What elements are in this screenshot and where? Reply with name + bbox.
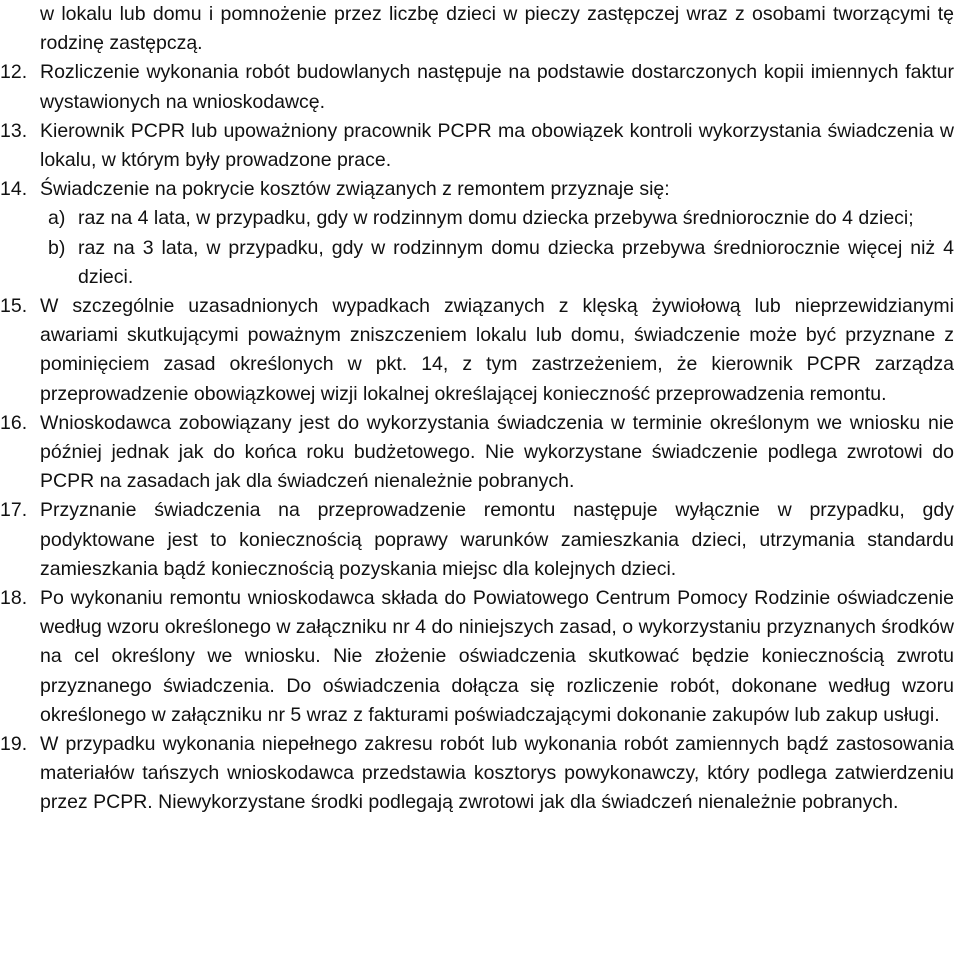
list-item	[0, 292, 954, 409]
item-number: 12.	[0, 61, 28, 84]
item-text: Rozliczenie wykonania robót budowlanych następuje na podstawie dostarczonych kopii imiennych faktur wystawionych na wnioskodawcę.	[40, 61, 954, 113]
item-text: Przyznanie świadczenia na przeprowadzenie remontu następuje wyłącznie w przypadku, gdy podyktowane jest to koniecznością poprawy warunków zamieszkania dzieci, utrzymania standardu zamieszkania bądź koniecznością pozyskania miejsc dla kolejnych dzieci.	[40, 499, 954, 580]
continuation-paragraph: w lokalu lub domu i pomnożenie przez liczbę dzieci w pieczy zastępczej wraz z osobami tworzącymi tę rodzinę zastępczą.	[40, 3, 954, 55]
sub-item-label: b)	[48, 236, 66, 259]
item-number: 18.	[0, 587, 28, 610]
item-number: 17.	[0, 499, 28, 522]
item-body	[40, 175, 954, 204]
item-text: Świadczenie na pokrycie kosztów związanych z remontem przyznaje się:	[40, 178, 670, 201]
item-text: Wnioskodawca zobowiązany jest do wykorzystania świadczenia w terminie określonym we wniosku nie później jednak jak do końca roku budżetowego. Nie wykorzystane świadczenie podlega zwrotowi do PCPR na zasadach jak dla świadczeń nienależnie pobranych.	[40, 411, 954, 493]
sub-item-text: raz na 3 lata, w przypadku, gdy w rodzinnym domu dziecka przebywa średniorocznie więcej niż 4 dzieci.	[78, 236, 954, 288]
sub-item-label: a)	[48, 207, 66, 230]
item-text: W szczególnie uzasadnionych wypadkach związanych z klęską żywiołową lub nieprzewidzianymi awariami skutkującymi poważnym zniszczeniem lokalu lub domu, świadczenie może być przyznane z pominięciem zasad określonych w pkt. 14, z tym zastrzeżeniem, że kierownik PCPR zarządza przeprowadzenie obowiązkowej wizji lokalnej określającej konieczność przeprowadzenia remontu.	[40, 295, 954, 405]
item-text: W przypadku wykonania niepełnego zakresu robót lub wykonania robót zamiennych bądź zastosowania materiałów tańszych wnioskodawca przedstawia kosztorys powykonawczy, który podlega zatwierdzeniu przez PCPR. Niewykorzystane środki podlegają zwrotowi jak dla świadczeń nienależnie pobranych.	[40, 733, 954, 814]
item-number: 19.	[0, 733, 28, 756]
sub-item	[48, 204, 954, 233]
sub-item-text: raz na 4 lata, w przypadku, gdy w rodzinnym domu dziecka przebywa średniorocznie do 4 dzieci;	[78, 207, 914, 230]
list-item	[0, 496, 954, 584]
item-number: 13.	[0, 119, 28, 142]
item-number: 14.	[0, 178, 28, 201]
list-item	[0, 730, 954, 818]
list-item	[0, 584, 954, 730]
item-number: 16.	[0, 411, 28, 434]
list-item	[0, 175, 954, 204]
item-text: Po wykonaniu remontu wnioskodawca składa do Powiatowego Centrum Pomocy Rodzinie oświadczenie według wzoru określonego w załączniku nr 4 do niniejszych zasad, o wykorzystaniu przyznanych środków na cel określony we wniosku. Nie złożenie oświadczenia skutkować będzie koniecznością zwrotu przyznanego świadczenia. Do oświadczenia dołącza się rozliczenie robót, dokonane według wzoru określonego w załączniku nr 5 wraz z fakturami poświadczającymi dokonanie zakupów lub zakup usługi.	[40, 587, 954, 726]
item-text: Kierownik PCPR lub upoważniony pracownik PCPR ma obowiązek kontroli wykorzystania świadczenia w lokalu, w którym były prowadzone prace.	[40, 119, 954, 172]
sub-item	[48, 234, 954, 292]
list-item	[0, 58, 954, 116]
item-number: 15.	[0, 295, 28, 318]
list-item	[0, 409, 954, 497]
list-item	[0, 117, 954, 175]
